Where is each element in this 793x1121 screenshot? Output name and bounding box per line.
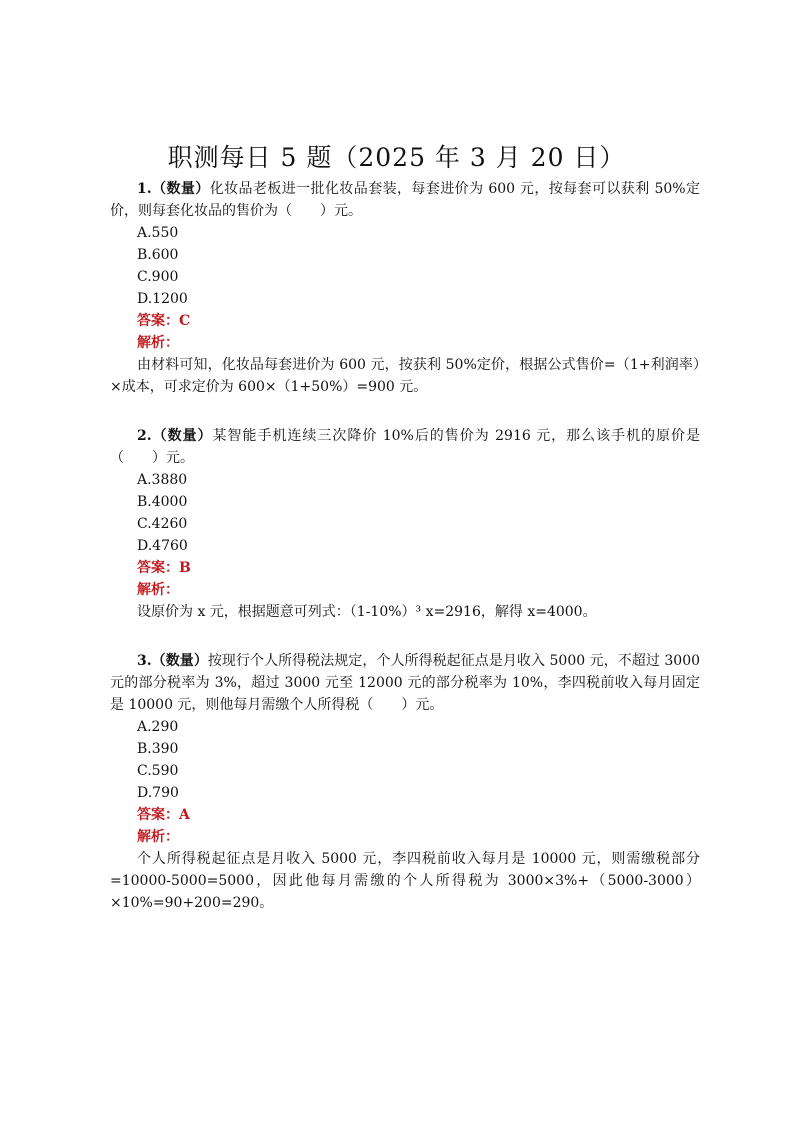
question-text: 按现行个人所得税法规定，个人所得税起征点是月收入 5000 元，不超过 3000 元的部分税率为 3%，超过 3000 元至 12000 元的部分税率为 10%，李四税前收入每月固定是 10000 元，则他每月需缴个人所得税（ ）元。 bbox=[110, 653, 701, 713]
question-stem bbox=[110, 425, 700, 469]
analysis-label: 解析： bbox=[137, 582, 179, 598]
option-b: B.600 bbox=[137, 247, 179, 263]
option-a: A.290 bbox=[137, 719, 179, 735]
question-number: 2. bbox=[137, 428, 152, 444]
analysis-label: 解析： bbox=[137, 829, 179, 845]
question-number: 3. bbox=[137, 653, 152, 669]
option-a: A.550 bbox=[137, 225, 179, 241]
option-a: A.3880 bbox=[137, 472, 188, 488]
question-text: 化妆品老板进一批化妆品套装，每套进价为 600 元，按每套可以获利 50%定价，则每套化妆品的售价为（ ）元。 bbox=[110, 181, 700, 219]
question-number: 1. bbox=[137, 181, 152, 197]
question-3 bbox=[110, 650, 700, 914]
page-title: 职测每日 5 题（2025 年 3 月 20 日） bbox=[167, 143, 626, 172]
question-2 bbox=[110, 425, 700, 623]
analysis-text: 由材料可知，化妆品每套进价为 600 元，按获利 50%定价，根据公式售价=（1+利润率）×成本，可求定价为 600×（1+50%）=900 元。 bbox=[110, 357, 700, 395]
answer: 答案：C bbox=[137, 313, 191, 329]
question-tag: （数量） bbox=[151, 428, 213, 444]
option-c: C.590 bbox=[137, 763, 179, 779]
option-d: D.1200 bbox=[137, 291, 188, 307]
answer: 答案：B bbox=[137, 560, 191, 576]
option-d: D.790 bbox=[137, 785, 179, 801]
question-stem bbox=[110, 178, 700, 222]
question-1 bbox=[110, 178, 700, 398]
option-c: C.900 bbox=[137, 269, 179, 285]
analysis-text: 个人所得税起征点是月收入 5000 元，李四税前收入每月是 10000 元，则需缴税部分=10000-5000=5000，因此他每月需缴的个人所得税为 3000×3%+（5000-3000）×10%=90+200=290。 bbox=[110, 851, 700, 911]
option-b: B.390 bbox=[137, 741, 179, 757]
analysis-text: 设原价为 x 元，根据题意可列式：（1-10%）³ x=2916，解得 x=4000。 bbox=[137, 604, 597, 620]
question-tag: （数量） bbox=[151, 181, 210, 197]
option-c: C.4260 bbox=[137, 516, 188, 532]
analysis-label: 解析： bbox=[137, 335, 179, 351]
option-d: D.4760 bbox=[137, 538, 188, 554]
option-b: B.4000 bbox=[137, 494, 188, 510]
answer: 答案：A bbox=[137, 807, 190, 823]
question-stem bbox=[110, 650, 700, 716]
question-text: 某智能手机连续三次降价 10%后的售价为 2916 元，那么该手机的原价是（ ）元。 bbox=[110, 428, 700, 466]
question-tag: （数量） bbox=[151, 653, 208, 669]
